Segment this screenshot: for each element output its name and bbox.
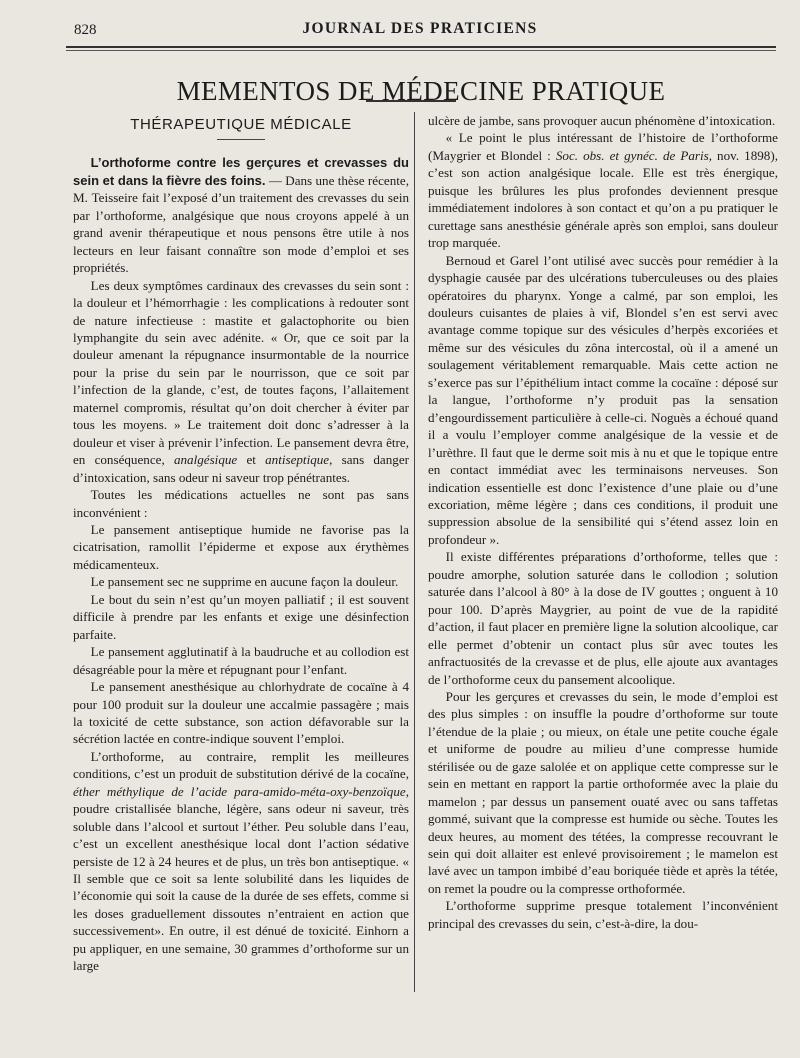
text-run: Les deux symptômes cardinaux des crevasses du sein sont : la douleur et l’hémorrhagie : les complications à redouter sont de nature infectieuse : mastite et galactophorite ou bien lymphangite du sein avec adénite. « Or, que ce soit par la douleur amenant la répugnance insurmontable de la nourrice pour la prise du sein par le nourrisson, que ce soit par l’infection de la glande, c’est, de toutes façons, l’allaitement maternel compromis, résultat qu’on doit chercher à éviter par tous les moyens. » Le traitement doit donc s’adresser à la douleur et viser à prévenir l’infection. Le pansement devra être, en conséquence, (73, 277, 409, 468)
text-run: et (237, 452, 266, 468)
paragraph (428, 129, 778, 251)
subsection-rule (217, 139, 265, 140)
paragraph: Il existe différentes préparations d’orthoforme, telles que : poudre amorphe, solution saturée dans le collodion ; solution saturée dans l’alcool à 80° à la dose de IV gouttes ; onguent à 10 pour 100. D’après Maygrier, au point de vue de la rapidité d’action, il faut placer en première ligne la solution alcoolique, car elle permet d’obtenir un contact plus sûr avec toutes les anfractuosités de la crevasse et de plus, elle ajoute aux avantages de l’orthoforme ceux du pansement alcoolique. (428, 549, 778, 687)
italic-term: antiseptique (265, 452, 330, 468)
italic-term: éther méthylique de l’acide para-amido-méta-oxy-benzoïque (73, 783, 406, 799)
paragraph: ulcère de jambe, sans provoquer aucun phénomène d’intoxication. (428, 113, 776, 128)
article-lead: — Dans une thèse récente, M. Teisseire fait l’exposé d’un traitement des crevasses du sein par l’orthoforme, analgésique que nous croyons appelé à un grand avenir thérapeutique et nous pensons être utile à nos lecteurs en leur faisant connaître son mode d’emploi et ses propriétés. (73, 172, 410, 276)
paragraph: Le pansement sec ne supprime en aucune façon la douleur. (90, 574, 399, 590)
paragraph: Le pansement agglutinatif à la baudruche et au collodion est désagréable pour la mère et répugnant pour l’enfant. (73, 644, 409, 677)
paragraph (73, 154, 409, 276)
text-run: , sans danger d’intoxication, sans odeur ni saveur trop pénétrantes. (73, 452, 409, 485)
title-rule (366, 100, 456, 102)
page-number: 828 (74, 22, 97, 38)
section-title: MEMENTOS DE MÉDECINE PRATIQUE (176, 76, 666, 107)
paragraph: L’orthoforme supprime presque totalement l’inconvénient principal des crevasses du sein, c’est-à-dire, la dou- (428, 898, 778, 931)
journal-title: JOURNAL DES PRATICIENS (302, 20, 538, 37)
text-run: nov. 1898), c’est son action analgésique locale. Elle est très énergique, puisque les brûlures les plus profondes deviennent presque immédiatement indolores à son contact et qu’on a pu pratiquer le curettage sans anesthésie générale après son emploi, sans douleur trop marquée. (428, 147, 778, 251)
text-run: , poudre cristallisée blanche, légère, sans odeur ni saveur, très soluble dans l’alcool et surtout l’éther. Peu soluble dans l’eau, c’est un excellent anesthésique local dont l’action sédative persiste de 12 à 24 heures et de plus, un très bon antiseptique. « Il semble que ce soit sa lente solubilité dans les liquides de l’économie qui soit la cause de la durée de ses effets, comme si les doses graduellement dissoutes n’entraient en action que successivement». En outre, il est dénué de toxicité. Einhorn a pu appliquer, en une semaine, 30 grammes d’orthoforme sur un large (73, 783, 409, 974)
header-rule (66, 46, 776, 48)
paragraph: Le bout du sein n’est qu’un moyen palliatif ; il est souvent difficile à prendre par les enfants et exige une désinfection parfaite. (73, 591, 409, 642)
column-divider (414, 112, 415, 992)
left-column (73, 112, 409, 975)
paragraph: Bernoud et Garel l’ont utilisé avec succès pour remédier à la dysphagie causée par des ulcérations tuberculeuses ou des plaies opératoires du pharynx. Yonge a calmé, par son emploi, les douleurs cuisantes de plaies à vif, Blondel s’en est servi avec avantage comme topique sur des vésicules d’herpès excoriées et même sur des vésicules du zôna intercostal, où il a amené un soulagement véritablement remarquable. Mais cette action ne s’exerce pas sur l’épithélium intact comme la cocaïne : déposé sur la langue, l’orthoforme n’y produit pas la sensation d’engourdissement particulière à celle-ci. Noguès a échoué quand il a voulu l’employer comme analgésique de la vessie et de l’urèthre. Il faut que le derme soit mis à nu et que le topique entre en contact immédiat avec les terminaisons nerveuses. Son indication essentielle est donc l’existence d’une plaie ou d’une excoriation, même légère ; dans ces conditions, il produit une suppression absolue de la sensibilité qui s’étend assez loin en profondeur ». (428, 252, 778, 547)
paragraph (73, 277, 409, 486)
right-column (428, 112, 778, 932)
text-run: « Le point le plus intéressant de l’histoire de l’orthoforme (Maygrier et Blondel : (428, 130, 778, 163)
paragraph: Toutes les médications actuelles ne sont pas sans inconvénient : (73, 487, 409, 520)
text-run: L’orthoforme, au contraire, remplit les meilleures conditions, c’est un produit de substitution dérivé de la cocaïne, (73, 748, 409, 782)
article-title: L’orthoforme contre les gerçures et crevasses du sein et dans la fièvre des foins. (73, 155, 409, 188)
subsection-heading: THÉRAPEUTIQUE MÉDICALE (130, 116, 352, 133)
paragraph: Pour les gerçures et crevasses du sein, le mode d’emploi est des plus simples : on insuffle la poudre d’orthoforme sur toute l’étendue de la plaie ; ou mieux, on étale une petite couche égale et uniforme de poudre au milieu d’une compresse humide stérilisée ou de gaze salolée et on applique cette compresse sur le sein en mettant en rapport la partie orthoformée avec la plaie du mamelon ; par dessus un pansement ouaté avec ou sans taffetas gommé, suivant que la compresse est humide ou sèche. Toutes les deux heures, au moment des tétées, la compresse recouvrant le sein qui doit allaiter est enlevé provisoirement ; le mamelon est lavé avec un tampon imbibé d’eau boriquée tiède et après la tétée, on remet la poudre ou la compresse orthoformée. (428, 688, 778, 896)
paragraph (73, 748, 409, 975)
header-rule-thin (66, 50, 776, 51)
italic-term: analgésique (173, 452, 238, 468)
running-header (66, 18, 774, 42)
italic-citation: Soc. obs. et gynéc. de Paris, (555, 147, 712, 163)
paragraph: Le pansement anesthésique au chlorhydrate de cocaïne à 4 pour 100 produit sur la douleur une accalmie passagère ; mais la toxicité de cette substance, son action défavorable sur la sécrétion lactée en contre-indique souvent l’emploi. (73, 679, 409, 747)
paragraph: Le pansement antiseptique humide ne favorise pas la cicatrisation, ramollit l’épiderme et expose aux érythèmes médicamenteux. (73, 521, 409, 572)
